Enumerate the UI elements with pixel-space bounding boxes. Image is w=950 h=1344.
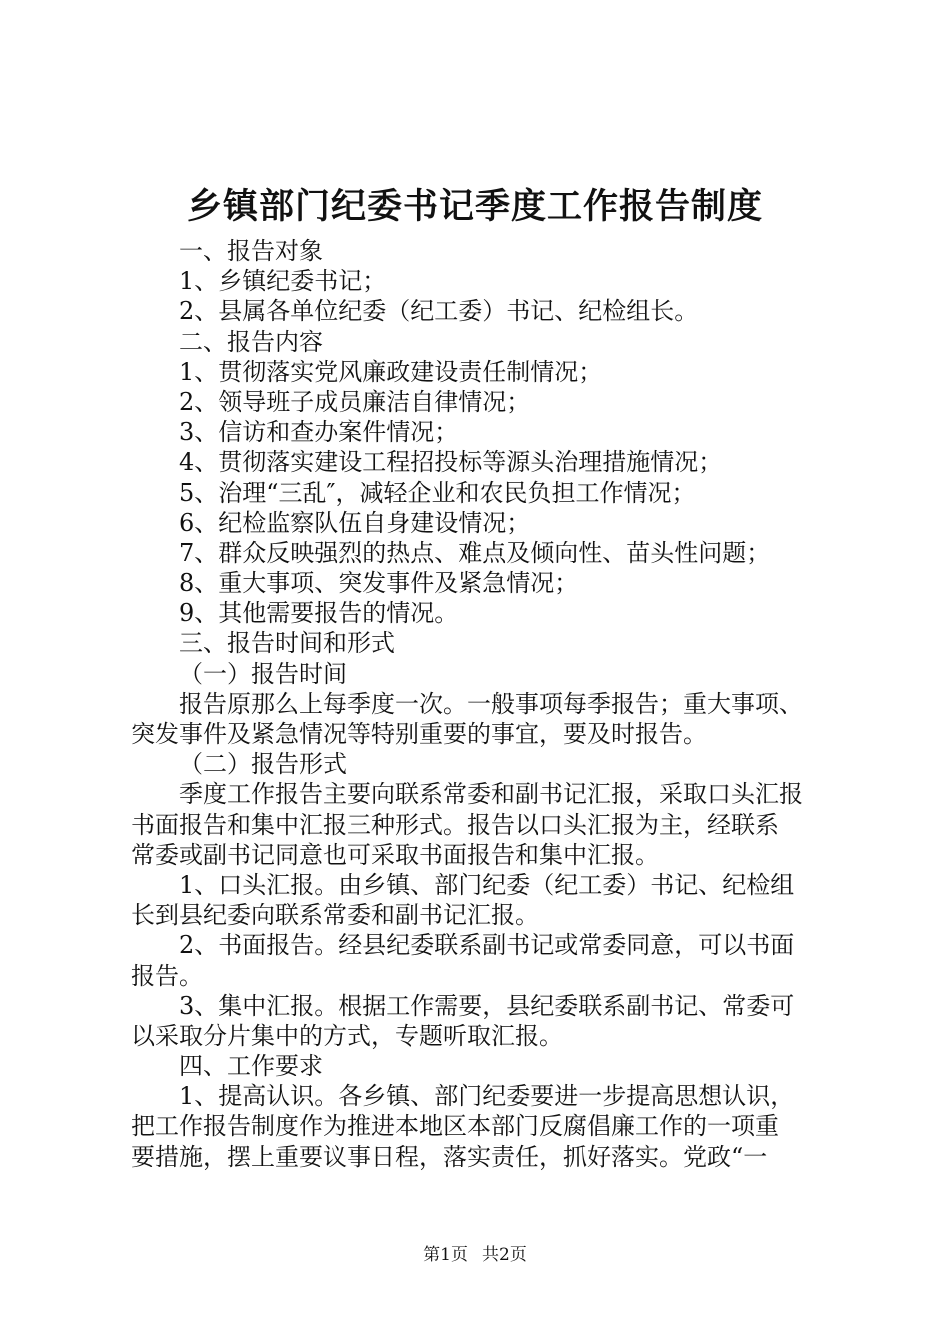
list-item: 8、重大事项、突发事件及紧急情况；	[179, 569, 579, 598]
paragraph-line: 突发事件及紧急情况等特别重要的事宜，要及时报告。	[131, 720, 707, 748]
section-heading: 三、报告时间和形式	[179, 629, 395, 658]
paragraph-line: 季度工作报告主要向联系常委和副书记汇报，采取口头汇报	[179, 780, 803, 809]
subsection-heading: （二）报告形式	[179, 750, 347, 779]
list-item: 3、信访和查办案件情况；	[179, 418, 459, 447]
paragraph-line: 2、书面报告。经县纪委联系副书记或常委同意，可以书面	[179, 931, 795, 960]
list-item: 9、其他需要报告的情况。	[179, 599, 459, 628]
page-footer	[0, 1243, 950, 1267]
paragraph-line: 要措施，摆上重要议事日程，落实责任，抓好落实。党政“一	[131, 1142, 768, 1171]
page-total: 共2页	[482, 1245, 527, 1265]
list-item: 4、贯彻落实建设工程招投标等源头治理措施情况；	[179, 448, 723, 477]
list-item: 2、领导班子成员廉洁自律情况；	[179, 387, 531, 416]
section-heading: 一、报告对象	[179, 237, 323, 265]
paragraph-line: 报告原那么上每季度一次。一般事项每季报告；重大事项、	[179, 689, 803, 718]
list-item: 1、乡镇纪委书记；	[179, 267, 387, 296]
list-item: 5、治理“三乱″，减轻企业和农民负担工作情况；	[179, 478, 696, 507]
list-item: 7、群众反映强烈的热点、难点及倾向性、苗头性问题；	[179, 538, 771, 567]
paragraph-line: 3、集中汇报。根据工作需要，县纪委联系副书记、常委可	[179, 991, 795, 1020]
paragraph-line: 以采取分片集中的方式，专题听取汇报。	[131, 1021, 563, 1050]
document-title: 乡镇部门纪委书记季度工作报告制度	[186, 186, 763, 227]
list-item: 1、贯彻落实党风廉政建设责任制情况；	[179, 357, 603, 386]
list-item: 2、县属各单位纪委（纪工委）书记、纪检组长。	[179, 297, 699, 326]
section-heading: 二、报告内容	[179, 327, 323, 356]
paragraph-line: 把工作报告制度作为推进本地区本部门反腐倡廉工作的一项重	[131, 1112, 779, 1141]
list-item: 6、纪检监察队伍自身建设情况；	[179, 508, 531, 537]
page-number: 第1页	[423, 1245, 468, 1265]
paragraph-line: 报告。	[131, 961, 203, 990]
paragraph-line: 1、口头汇报。由乡镇、部门纪委（纪工委）书记、纪检组	[179, 870, 795, 899]
section-heading: 四、工作要求	[179, 1052, 323, 1081]
paragraph-line: 1、提高认识。各乡镇、部门纪委要进一步提高思想认识，	[179, 1082, 795, 1111]
document-body	[131, 236, 831, 1172]
paragraph-line: 常委或副书记同意也可采取书面报告和集中汇报。	[131, 840, 659, 869]
subsection-heading: （一）报告时间	[179, 659, 347, 688]
paragraph-line: 书面报告和集中汇报三种形式。报告以口头汇报为主，经联系	[131, 810, 779, 839]
paragraph-line: 长到县纪委向联系常委和副书记汇报。	[131, 901, 539, 930]
